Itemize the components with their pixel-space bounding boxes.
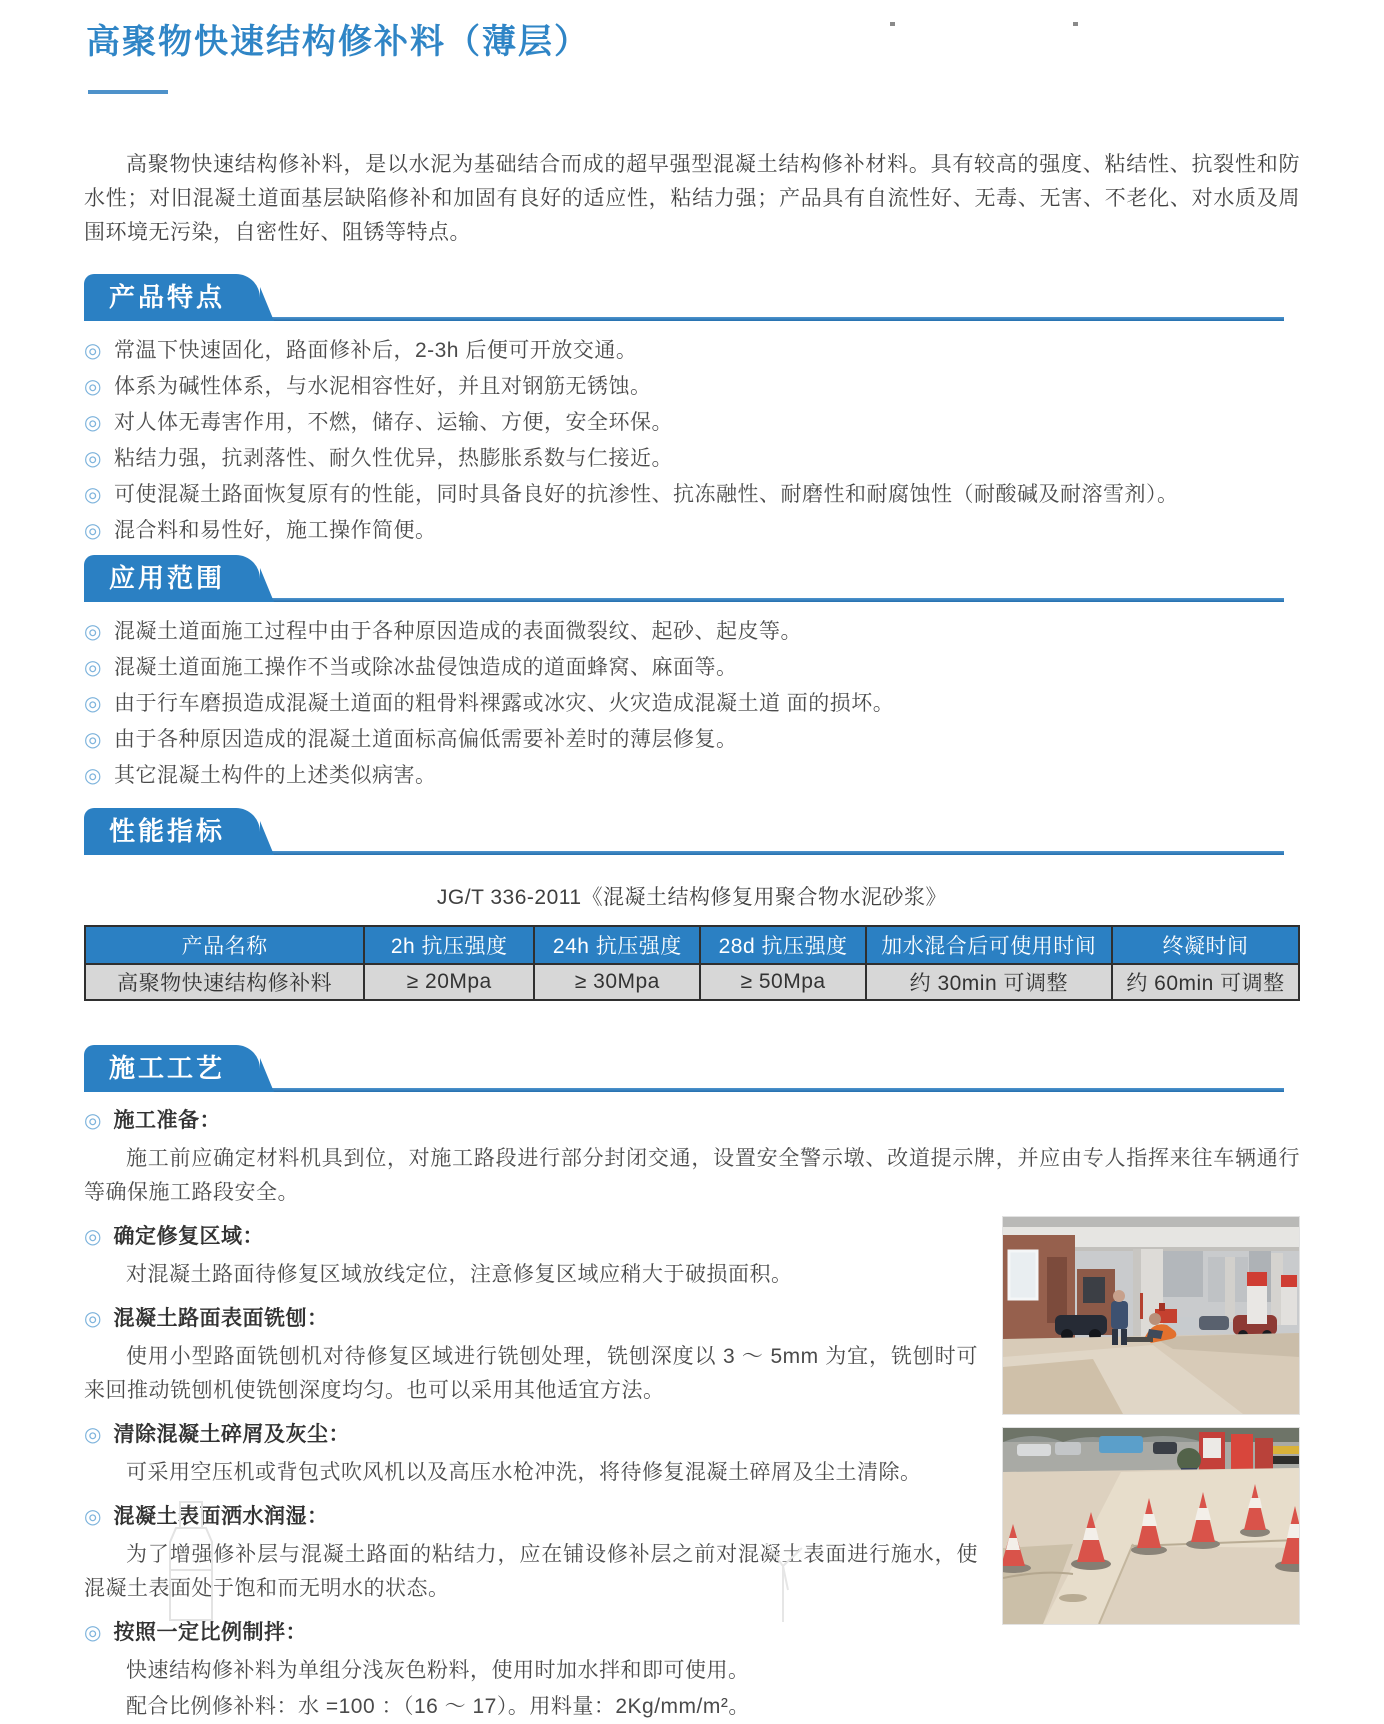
title-underline: [88, 90, 168, 94]
step-label-text: 清除混凝土碎屑及灰尘：: [113, 1423, 350, 1446]
list-item: [84, 339, 1300, 363]
bullet-icon: ◎: [84, 1226, 102, 1248]
bullet-icon: ◎: [84, 693, 102, 715]
table-header-cell: 24h 抗压强度: [534, 926, 700, 964]
bullet-icon: ◎: [84, 621, 102, 643]
performance-table: [84, 925, 1300, 1001]
list-item-text: 其它混凝土构件的上述类似病害。: [113, 764, 437, 787]
bullet-icon: ◎: [84, 1110, 102, 1132]
section-header-performance: [84, 808, 1300, 855]
table-header-cell: 产品名称: [85, 926, 364, 964]
process-step-body: 配合比例修补料：水 =100 ：（16 ～ 17）。用料量：2Kg/mm/m²。: [126, 1695, 750, 1718]
list-item-text: 体系为碱性体系，与水泥相容性好，并且对钢筋无锈蚀。: [113, 375, 652, 398]
list-item: [84, 375, 1300, 399]
process-step-label: [84, 1106, 1300, 1136]
section-tab-applications: [84, 555, 260, 602]
step-label-text: 施工准备：: [113, 1109, 221, 1132]
step-label-text: 按照一定比例制拌：: [113, 1621, 307, 1644]
bullet-icon: ◎: [84, 520, 102, 542]
table-header-cell: 2h 抗压强度: [364, 926, 534, 964]
bullet-icon: ◎: [84, 1506, 102, 1528]
list-item: [84, 656, 1300, 680]
list-item-text: 对人体无毒害作用，不燃，储存、运输、方便，安全环保。: [113, 411, 673, 434]
section-title: 性能指标: [108, 816, 225, 846]
section-title: 产品特点: [108, 282, 225, 312]
table-cell: 约 30min 可调整: [866, 964, 1112, 1000]
construction-photo-traffic-cones: [1002, 1427, 1300, 1625]
table-row: [85, 964, 1299, 1000]
section-tab-features: [84, 274, 260, 321]
bullet-icon: ◎: [84, 657, 102, 679]
list-item-text: 常温下快速固化，路面修补后，2-3h 后便可开放交通。: [113, 339, 638, 362]
process-step-body: 快速结构修补料为单组分浅灰色粉料，使用时加水拌和即可使用。: [126, 1659, 750, 1682]
section-header-features: [84, 274, 1300, 321]
process-step-body: 可采用空压机或背包式吹风机以及高压水枪冲洗，将待修复混凝土碎屑及尘土清除。: [126, 1461, 922, 1484]
section-tab-process: [84, 1045, 260, 1092]
process-step-body: 施工前应确定材料机具到位，对施工路段进行部分封闭交通，设置安全警示墩、改道提示牌，并应由专人指挥来往车辆通行等确保施工路段安全。: [84, 1147, 1300, 1204]
product-datasheet-page: [84, 22, 1300, 1724]
list-item-text: 混合料和易性好，施工操作简便。: [113, 519, 437, 542]
bullet-icon: ◎: [84, 1622, 102, 1644]
table-cell: 约 60min 可调整: [1112, 964, 1299, 1000]
process-step-body: 为了增强修补层与混凝土路面的粘结力，应在铺设修补层之前对混凝土表面进行施水，使混凝土表面处于饱和而无明水的状态。: [84, 1543, 978, 1600]
list-item-text: 由于各种原因造成的混凝土道面标高偏低需要补差时的薄层修复。: [113, 728, 738, 751]
table-cell: ≥ 50Mpa: [700, 964, 865, 1000]
list-item: [84, 620, 1300, 644]
process-step-body: 对混凝土路面待修复区域放线定位，注意修复区域应稍大于破损面积。: [126, 1263, 793, 1286]
bullet-icon: ◎: [84, 1308, 102, 1330]
section-tab-performance: [84, 808, 260, 855]
table-cell: 高聚物快速结构修补料: [85, 964, 364, 1000]
bullet-icon: ◎: [84, 1424, 102, 1446]
features-list: [84, 339, 1300, 543]
process-content: [84, 1106, 1300, 1724]
section-title: 应用范围: [108, 563, 225, 593]
section-title: 施工工艺: [108, 1053, 225, 1083]
bullet-icon: ◎: [84, 340, 102, 362]
list-item: [84, 764, 1300, 788]
table-header-cell: 终凝时间: [1112, 926, 1299, 964]
list-item-text: 粘结力强，抗剥落性、耐久性优异，热膨胀系数与仁接近。: [113, 447, 673, 470]
table-header-cell: 28d 抗压强度: [700, 926, 865, 964]
bullet-icon: ◎: [84, 412, 102, 434]
page-title: 高聚物快速结构修补料（薄层）: [86, 23, 590, 61]
list-item: [84, 447, 1300, 471]
list-item-text: 混凝土道面施工过程中由于各种原因造成的表面微裂纹、起砂、起皮等。: [113, 620, 802, 643]
step-label-text: 混凝土表面洒水润湿：: [113, 1505, 329, 1528]
step-label-text: 混凝土路面表面铣刨：: [113, 1307, 329, 1330]
process-step-body: 使用小型路面铣刨机对待修复区域进行铣刨处理，铣刨深度以 3 ～ 5mm 为宜，铣刨时可来回推动铣刨机使铣刨深度均匀。也可以采用其他适宜方法。: [84, 1345, 978, 1402]
section-header-process: [84, 1045, 1300, 1092]
table-cell: ≥ 30Mpa: [534, 964, 700, 1000]
list-item-text: 由于行车磨损造成混凝土道面的粗骨料裸露或冰灾、火灾造成混凝土道 面的损坏。: [113, 692, 895, 715]
table-header-cell: 加水混合后可使用时间: [866, 926, 1112, 964]
bullet-icon: ◎: [84, 729, 102, 751]
table-header-row: [85, 926, 1299, 964]
applications-list: [84, 620, 1300, 788]
list-item: [84, 728, 1300, 752]
photo-column: [1002, 1216, 1300, 1625]
section-header-applications: [84, 555, 1300, 602]
list-item: [84, 411, 1300, 435]
list-item-text: 可使混凝土路面恢复原有的性能，同时具备良好的抗渗性、抗冻融性、耐磨性和耐腐蚀性（耐酸碱及耐溶雪剂）。: [113, 483, 1179, 506]
list-item: [84, 692, 1300, 716]
construction-photo-site-work: [1002, 1216, 1300, 1415]
bullet-icon: ◎: [84, 765, 102, 787]
table-caption: JG/T 336-2011《混凝土结构修复用聚合物水泥砂浆》: [436, 886, 948, 909]
list-item: [84, 483, 1300, 507]
list-item-text: 混凝土道面施工操作不当或除冰盐侵蚀造成的道面蜂窝、麻面等。: [113, 656, 738, 679]
bullet-icon: ◎: [84, 448, 102, 470]
table-cell: ≥ 20Mpa: [364, 964, 534, 1000]
bullet-icon: ◎: [84, 376, 102, 398]
step-label-text: 确定修复区域：: [113, 1225, 264, 1248]
list-item: [84, 519, 1300, 543]
bullet-icon: ◎: [84, 484, 102, 506]
intro-paragraph: 高聚物快速结构修补料，是以水泥为基础结合而成的超早强型混凝土结构修补材料。具有较高的强度、粘结性、抗裂性和防水性；对旧混凝土道面基层缺陷修补和加固有良好的适应性，粘结力强；产品具有自流性好、无毒、无害、不老化、对水质及周围环境无污染，自密性好、阻锈等特点。: [84, 153, 1300, 244]
